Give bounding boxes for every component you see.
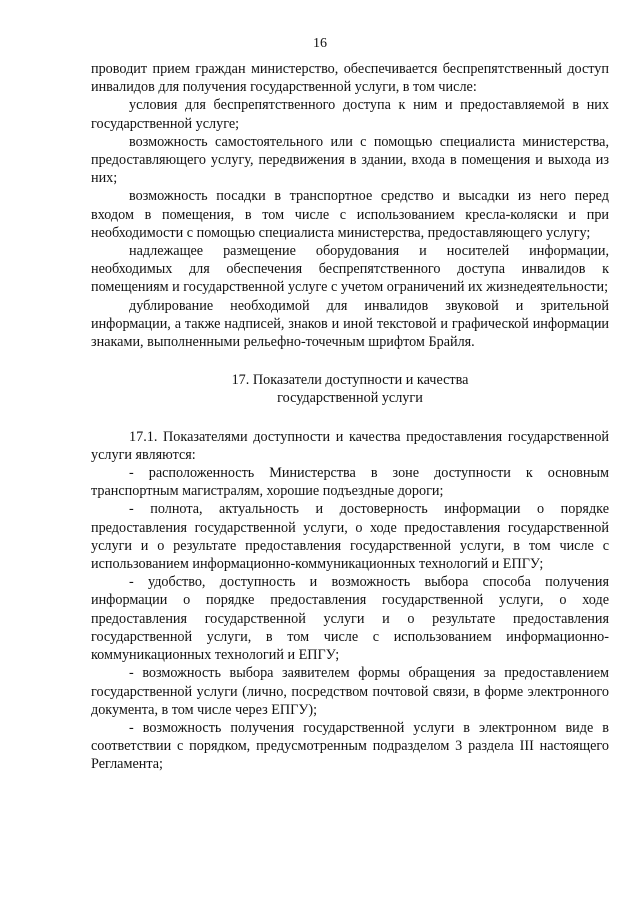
list-item-electronic-service: - возможность получения государственной услуги в электронном виде в соответствии с порядком, предусмотренным подразделом 3 раздела III настоящего Регламента;: [91, 719, 609, 773]
document-body: [91, 60, 609, 774]
list-item-information-completeness: - полнота, актуальность и достоверность информации о порядке предоставления государственной услуги, о ходе предоставления государственной услуги и о результате предоставления государственной услуги, в том числе с использованием информационно-коммуникационных технологий и ЕПГУ;: [91, 501, 609, 573]
paragraph-continuation: проводит прием граждан министерство, обеспечивается беспрепятственный доступ инвалидов для получения государственной услуги, в том числе:: [91, 61, 609, 96]
paragraph-vehicle-boarding: возможность посадки в транспортное средство и высадки из него перед входом в помещения, в том числе с использованием кресла-коляски и при необходимости с помощью специалиста министерства, предоставляющего услугу;: [91, 188, 609, 241]
page-number: 16: [313, 36, 327, 51]
paragraph-equipment-placement: надлежащее размещение оборудования и носителей информации, необходимых для обеспечения беспрепятственного доступа инвалидов к помещениям и государственной услуге с учетом ограничений их жизнедеятельности;: [91, 243, 609, 296]
paragraph-indicators-intro: 17.1. Показателями доступности и качества предоставления государственной услуги являются:: [91, 428, 609, 463]
section-heading-line1: 17. Показатели доступности и качества: [231, 372, 469, 389]
section-heading-line2: государственной услуги: [277, 390, 423, 407]
section-heading: [91, 371, 609, 407]
list-item-location: - расположенность Министерства в зоне доступности к основным транспортным магистралям, хорошие подъездные дороги;: [91, 465, 609, 500]
list-item-information-convenience: - удобство, доступность и возможность выбора способа получения информации о порядке предоставления государственной услуги, о ходе предоставления государственной услуги и о результате предоставления государственной услуги, в том числе с использованием информационно-коммуникационных технологий и ЕПГУ;: [91, 574, 609, 664]
paragraph-independent-movement: возможность самостоятельного или с помощью специалиста министерства, предоставляющего услугу, передвижения в здании, входа в помещения и выхода из них;: [91, 133, 609, 187]
paragraph-access-conditions: условия для беспрепятственного доступа к ним и предоставляемой в них государственной услуге;: [91, 97, 609, 132]
paragraph-braille-duplication: дублирование необходимой для инвалидов звуковой и зрительной информации, а также надписей, знаков и иной текстовой и графической информации знаками, выполненными рельефно-точечным шрифтом Брайля.: [91, 297, 609, 351]
list-item-request-form-choice: - возможность выбора заявителем формы обращения за предоставлением государственной услуги (лично, посредством почтовой связи, в форме электронного документа, в том числе через ЕПГУ);: [91, 665, 609, 718]
